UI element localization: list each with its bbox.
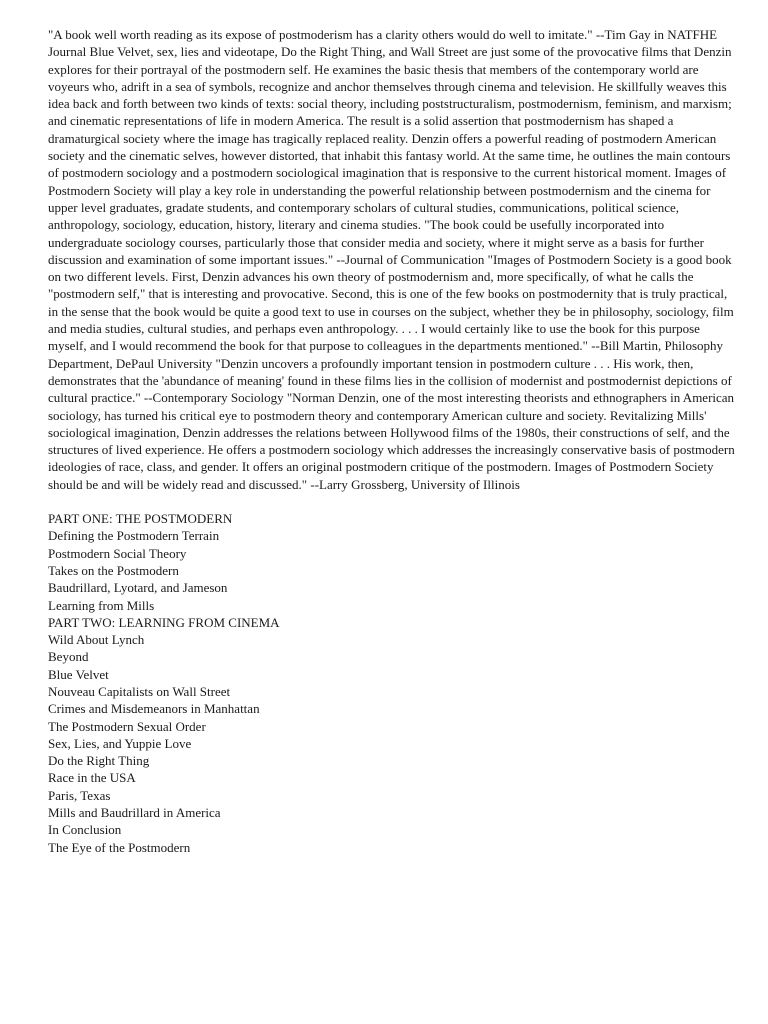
toc-item: Baudrillard, Lyotard, and Jameson bbox=[48, 580, 228, 596]
table-of-contents bbox=[48, 510, 738, 856]
toc-part-heading: PART ONE: THE POSTMODERN bbox=[48, 511, 233, 527]
toc-item: Mills and Baudrillard in America bbox=[48, 805, 221, 821]
toc-item: Blue Velvet bbox=[48, 666, 109, 682]
toc-item: Takes on the Postmodern bbox=[48, 562, 179, 578]
toc-item: Do the Right Thing bbox=[48, 753, 150, 769]
toc-item: Crimes and Misdemeanors in Manhattan bbox=[48, 701, 260, 717]
toc-item: The Eye of the Postmodern bbox=[48, 839, 191, 855]
toc-item: Sex, Lies, and Yuppie Love bbox=[48, 735, 192, 751]
toc-part-heading: PART TWO: LEARNING FROM CINEMA bbox=[48, 614, 280, 630]
document-page bbox=[48, 26, 738, 856]
toc-item: Beyond bbox=[48, 649, 89, 665]
toc-item: The Postmodern Sexual Order bbox=[48, 718, 206, 734]
toc-item: Postmodern Social Theory bbox=[48, 545, 187, 561]
toc-item: Paris, Texas bbox=[48, 787, 111, 803]
toc-item: Nouveau Capitalists on Wall Street bbox=[48, 683, 231, 699]
toc-item: Race in the USA bbox=[48, 770, 136, 786]
toc-item: Learning from Mills bbox=[48, 597, 155, 613]
book-description: "A book well worth reading as its expose of postmoderism has a clarity others would do well to imitate." --Tim Gay in NATFHE Journal Blue Velvet, sex, lies and videotape, Do the Right Thing, and Wall Street are just some of the provocative films that Denzin explores for their portrayal of the postmodern self. He examines the basic thesis that members of the contemporary world are voyeurs who, adrift in a sea of symbols, recognize and anchor themselves through cinema and television. He skillfully weaves this idea back and forth between two kinds of texts: social theory, including poststructuralism, postmodernism, feminism, and marxism; and cinematic representations of life in modern America. The result is a solid assertion that postmodernism has shaped a dramaturgical society where the image has tragically replaced reality. Denzin offers a powerful reading of postmodern American society and the cinematic selves, however distorted, that inhabit this fantasy world. At the same time, he outlines the main contours of postmodern sociology and a postmodern sociological imagination that is responsive to the current historical moment. Images of Postmodern Society will play a key role in understanding the powerful relationship between postmodernism and the cinema for upper level graduates, gradate students, and contemporary scholars of cultural studies, communications, political science, anthropology, sociology, education, history, literary and cinema studies. "The book could be usefully incorporated into undergraduate sociology courses, particularly those that consider media and society, where it might serve as a basis for further discussion and examination of some important issues." --Journal of Communication "Images of Postmodern Society is a good book on two different levels. First, Denzin advances his own theory of postmodernism and, more specifically, of what he calls the "postmodern self," that is interesting and provocative. Second, this is one of the few books on postmodernity that is truly practical, in the sense that the book would be quite a good text to use in courses on the subject, whether they be in philosophy, sociology, film and media studies, cultural studies, and perhaps even anthropology. . . . I would certainly like to use the book for this purpose myself, and I would recommend the book for that purpose to colleagues in the departments mentioned." --Bill Martin, Philosophy Department, DePaul University "Denzin uncovers a profoundly important tension in postmodern culture . . . His work, then, demonstrates that the 'abundance of meaning' found in these films lies in the collision of modernist and postmodernist depictions of cultural practice." --Contemporary Sociology "Norman Denzin, one of the most interesting theorists and ethnographers in American sociology, has turned his critical eye to postmodern theory and contemporary American culture and society. Revitalizing Mills' sociological imagination, Denzin addresses the relations between Hollywood films of the 1980s, their constructions of self, and the structures of lived experience. He offers a postmodern sociology which addresses the increasingly conservative basis of postmodern ideologies of race, class, and gender. It offers an original postmodern critique of the postmodern. Images of Postmodern Society should be and will be widely read and discussed." --Larry Grossberg, University of Illinois bbox=[48, 27, 735, 492]
toc-item: Defining the Postmodern Terrain bbox=[48, 528, 220, 544]
toc-item: In Conclusion bbox=[48, 822, 122, 838]
toc-item: Wild About Lynch bbox=[48, 632, 145, 648]
